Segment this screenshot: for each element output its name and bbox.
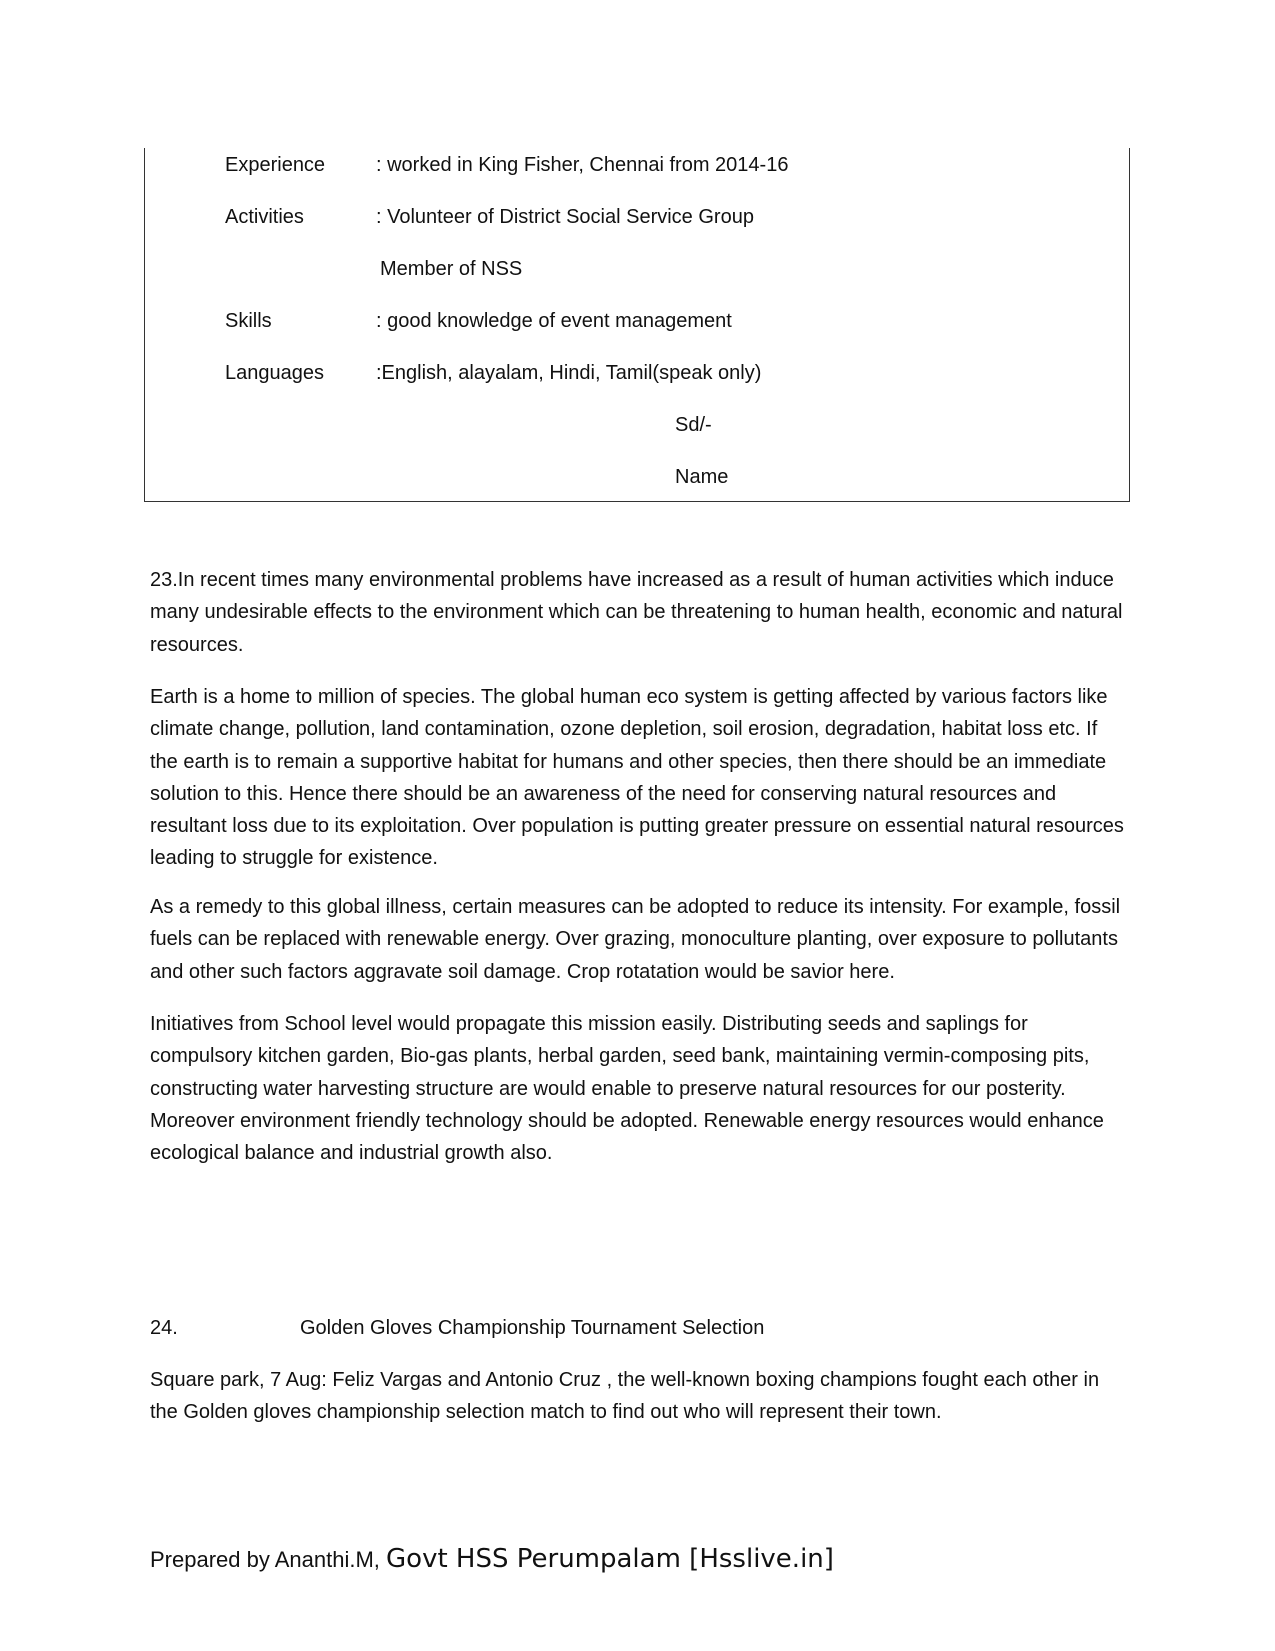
question-number: 24. xyxy=(150,1317,178,1339)
q24-paragraph: Square park, 7 Aug: Feliz Vargas and Antonio Cruz , the well-known boxing champions fought each other in the Golden gloves championship selection match to find out who will represent their town. xyxy=(150,1369,1100,1424)
signature: Sd/- xyxy=(675,414,712,436)
resume-value: : good knowledge of event management xyxy=(376,310,732,332)
resume-value: Member of NSS xyxy=(380,258,523,280)
q23-paragraph-1: 23.In recent times many environmental problems have increased as a result of human activities which induce many undesirable effects to the environment which can be threatening to human health, economic and natural resources. xyxy=(150,569,1123,656)
article-title: Golden Gloves Championship Tournament Selection xyxy=(300,1317,765,1339)
resume-value: : Volunteer of District Social Service Group xyxy=(376,206,754,228)
footer-prepared-by: Prepared by Ananthi.M, xyxy=(150,1547,387,1572)
resume-label: Activities xyxy=(225,206,304,228)
resume-label: Skills xyxy=(225,310,272,332)
resume-value: :English, alayalam, Hindi, Tamil(speak only) xyxy=(376,362,762,384)
signatory-name: Name xyxy=(675,466,729,488)
q23-paragraph-4: Initiatives from School level would propagate this mission easily. Distributing seeds and saplings for compulsory kitchen garden, Bio-gas plants, herbal garden, seed bank, maintaining vermin-composing pits, constructing water harvesting structure are would enable to preserve natural resources for our posterity. Moreover environment friendly technology should be adopted. Renewable energy resources would enhance ecological balance and industrial growth also. xyxy=(150,1013,1104,1165)
q23-paragraph-3: As a remedy to this global illness, certain measures can be adopted to reduce its intensity. For example, fossil fuels can be replaced with renewable energy. Over grazing, monoculture planting, over exposure to pollutants and other such factors aggravate soil damage. Crop rotatation would be savior here. xyxy=(150,896,1121,983)
resume-label: Languages xyxy=(225,362,324,384)
resume-label: Experience xyxy=(225,154,326,176)
footer xyxy=(150,1541,834,1579)
footer-school: Govt HSS Perumpalam [Hsslive.in] xyxy=(386,1544,834,1574)
resume-value: : worked in King Fisher, Chennai from 2014-16 xyxy=(376,154,789,176)
q23-paragraph-2: Earth is a home to million of species. The global human eco system is getting affected by various factors like climate change, pollution, land contamination, ozone depletion, soil erosion, degradation, habitat loss etc. If the earth is to remain a supportive habitat for humans and other species, then there should be an immediate solution to this. Hence there should be an awareness of the need for conserving natural resources and resultant loss due to its exploitation. Over population is putting greater pressure on essential natural resources leading to struggle for existence. xyxy=(150,686,1124,870)
resume-box xyxy=(144,148,1130,502)
